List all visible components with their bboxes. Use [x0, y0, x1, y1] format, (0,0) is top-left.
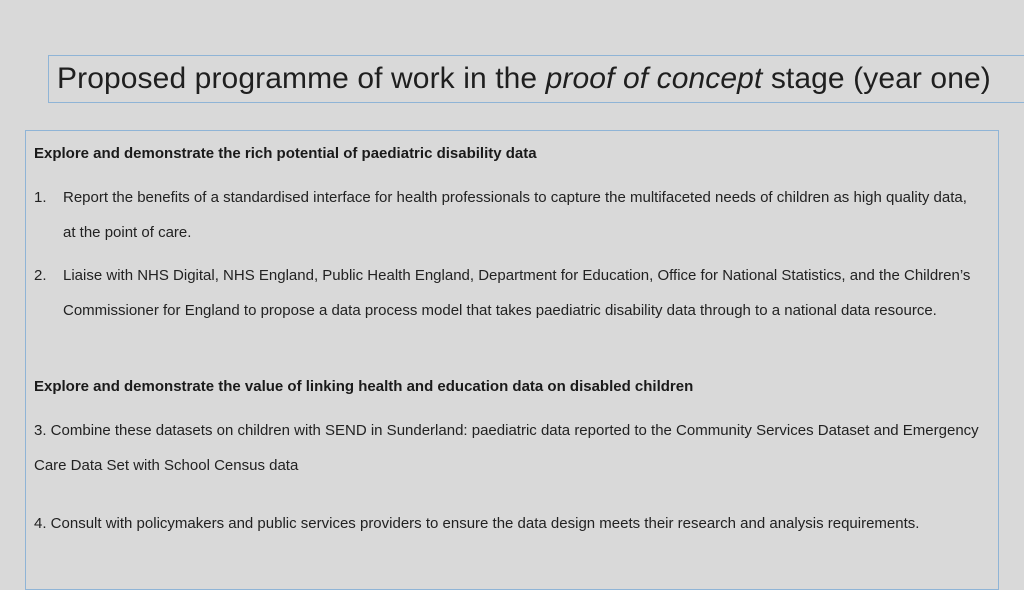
list-item-1	[34, 180, 982, 250]
list-item-2-number: 2.	[34, 267, 47, 284]
list-item-1-number: 1.	[34, 189, 47, 206]
title-prefix: Proposed programme of work in the	[57, 62, 546, 95]
list-item-1-text: Report the benefits of a standardised interface for health professionals to capture the multifaceted needs of children as high quality data, at the point of care.	[63, 189, 967, 241]
list-item-2	[34, 258, 982, 328]
list-item-3-text: 3. Combine these datasets on children with SEND in Sunderland: paediatric data reported to the Community Services Dataset and Emergency Care Data Set with School Census data	[34, 422, 979, 474]
list-item-4	[34, 512, 982, 535]
title-suffix: stage (year one)	[762, 62, 991, 95]
section1-heading: Explore and demonstrate the rich potential of paediatric disability data	[34, 145, 537, 162]
list-item-3	[34, 413, 982, 483]
slide-title	[57, 62, 991, 96]
list-item-4-text: 4. Consult with policymakers and public services providers to ensure the data design meets their research and analysis requirements.	[34, 515, 920, 532]
list-item-2-text: Liaise with NHS Digital, NHS England, Public Health England, Department for Education, Office for National Statistics, and the Children’s Commissioner for England to propose a data process model that takes paediatric disability data through to a national data resource.	[63, 267, 971, 319]
content-box	[25, 130, 999, 590]
title-emphasis: proof of concept	[545, 62, 763, 95]
slide-title-box	[48, 55, 1024, 103]
section2-heading: Explore and demonstrate the value of linking health and education data on disabled children	[34, 378, 694, 395]
